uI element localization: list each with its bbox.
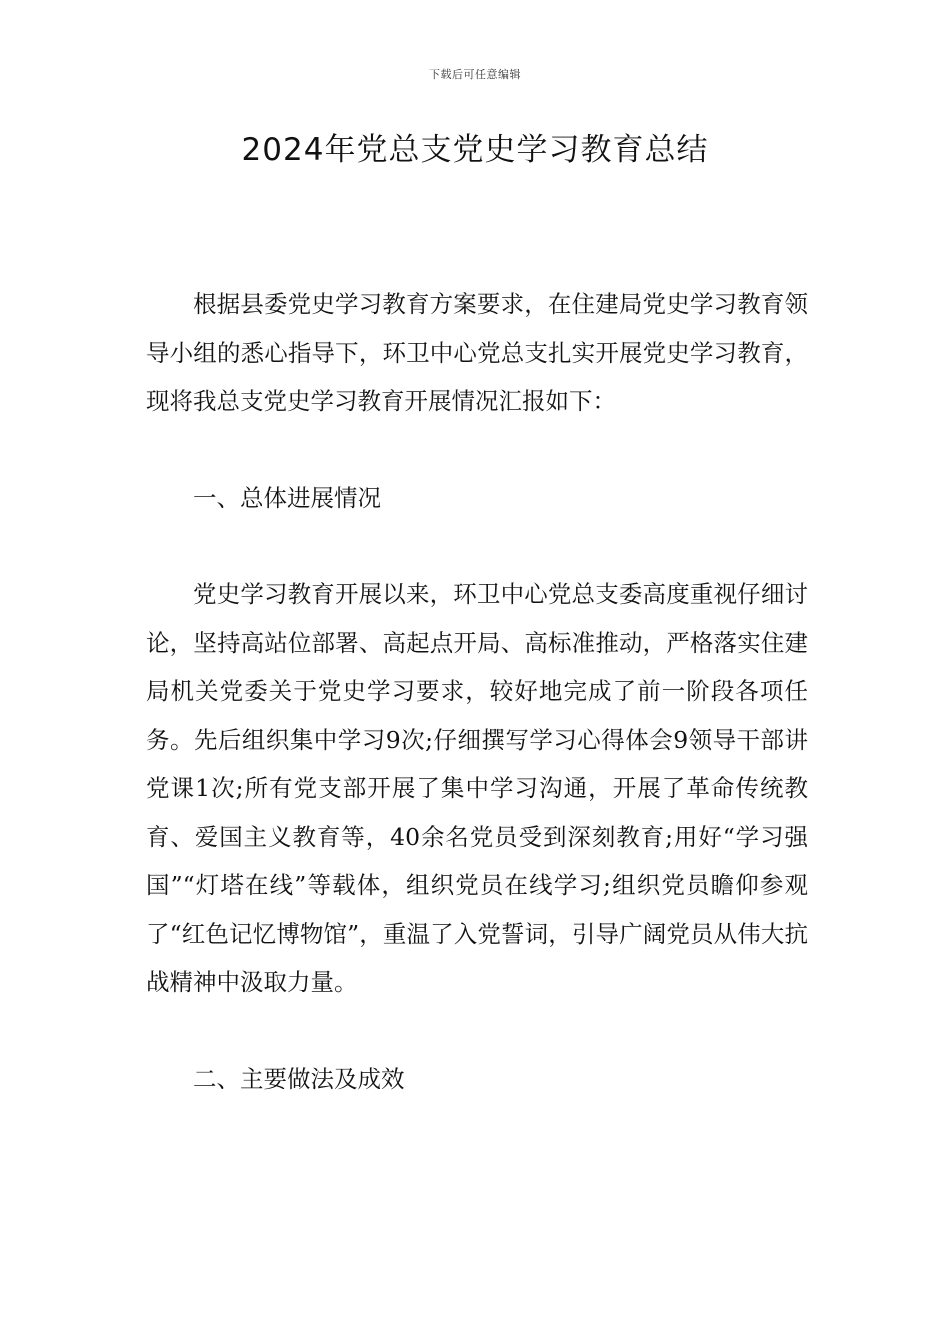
intro-paragraph: 根据县委党史学习教育方案要求，在住建局党史学习教育领导小组的悉心指导下，环卫中心党总支扎实开展党史学习教育，现将我总支党史学习教育开展情况汇报如下： [146,290,808,415]
document-title: 2024年党总支党史学习教育总结 [241,132,709,168]
spacer [146,522,808,570]
header-note: 下载后可任意编辑 [429,68,521,81]
spacer [146,426,808,474]
section-heading-2: 二、主要做法及成效 [193,1064,405,1093]
spacer [146,1007,808,1055]
document-body [146,280,808,1103]
section-heading-1: 一、总体进展情况 [193,483,381,512]
section-1-paragraph: 党史学习教育开展以来，环卫中心党总支委高度重视仔细讨论，坚持高站位部署、高起点开局、高标准推动，严格落实住建局机关党委关于党史学习要求，较好地完成了前一阶段各项任务。先后组织集中学习9次;仔细撰写学习心得体会9领导干部讲党课1次;所有党支部开展了集中学习沟通，开展了革命传统教育、爱国主义教育等，40余名党员受到深刻教育;用好“学习强国”“灯塔在线”等载体，组织党员在线学习;组织党员瞻仰参观了“红色记忆博物馆”，重温了入党誓词，引导广阔党员从伟大抗战精神中汲取力量。 [146,580,808,996]
